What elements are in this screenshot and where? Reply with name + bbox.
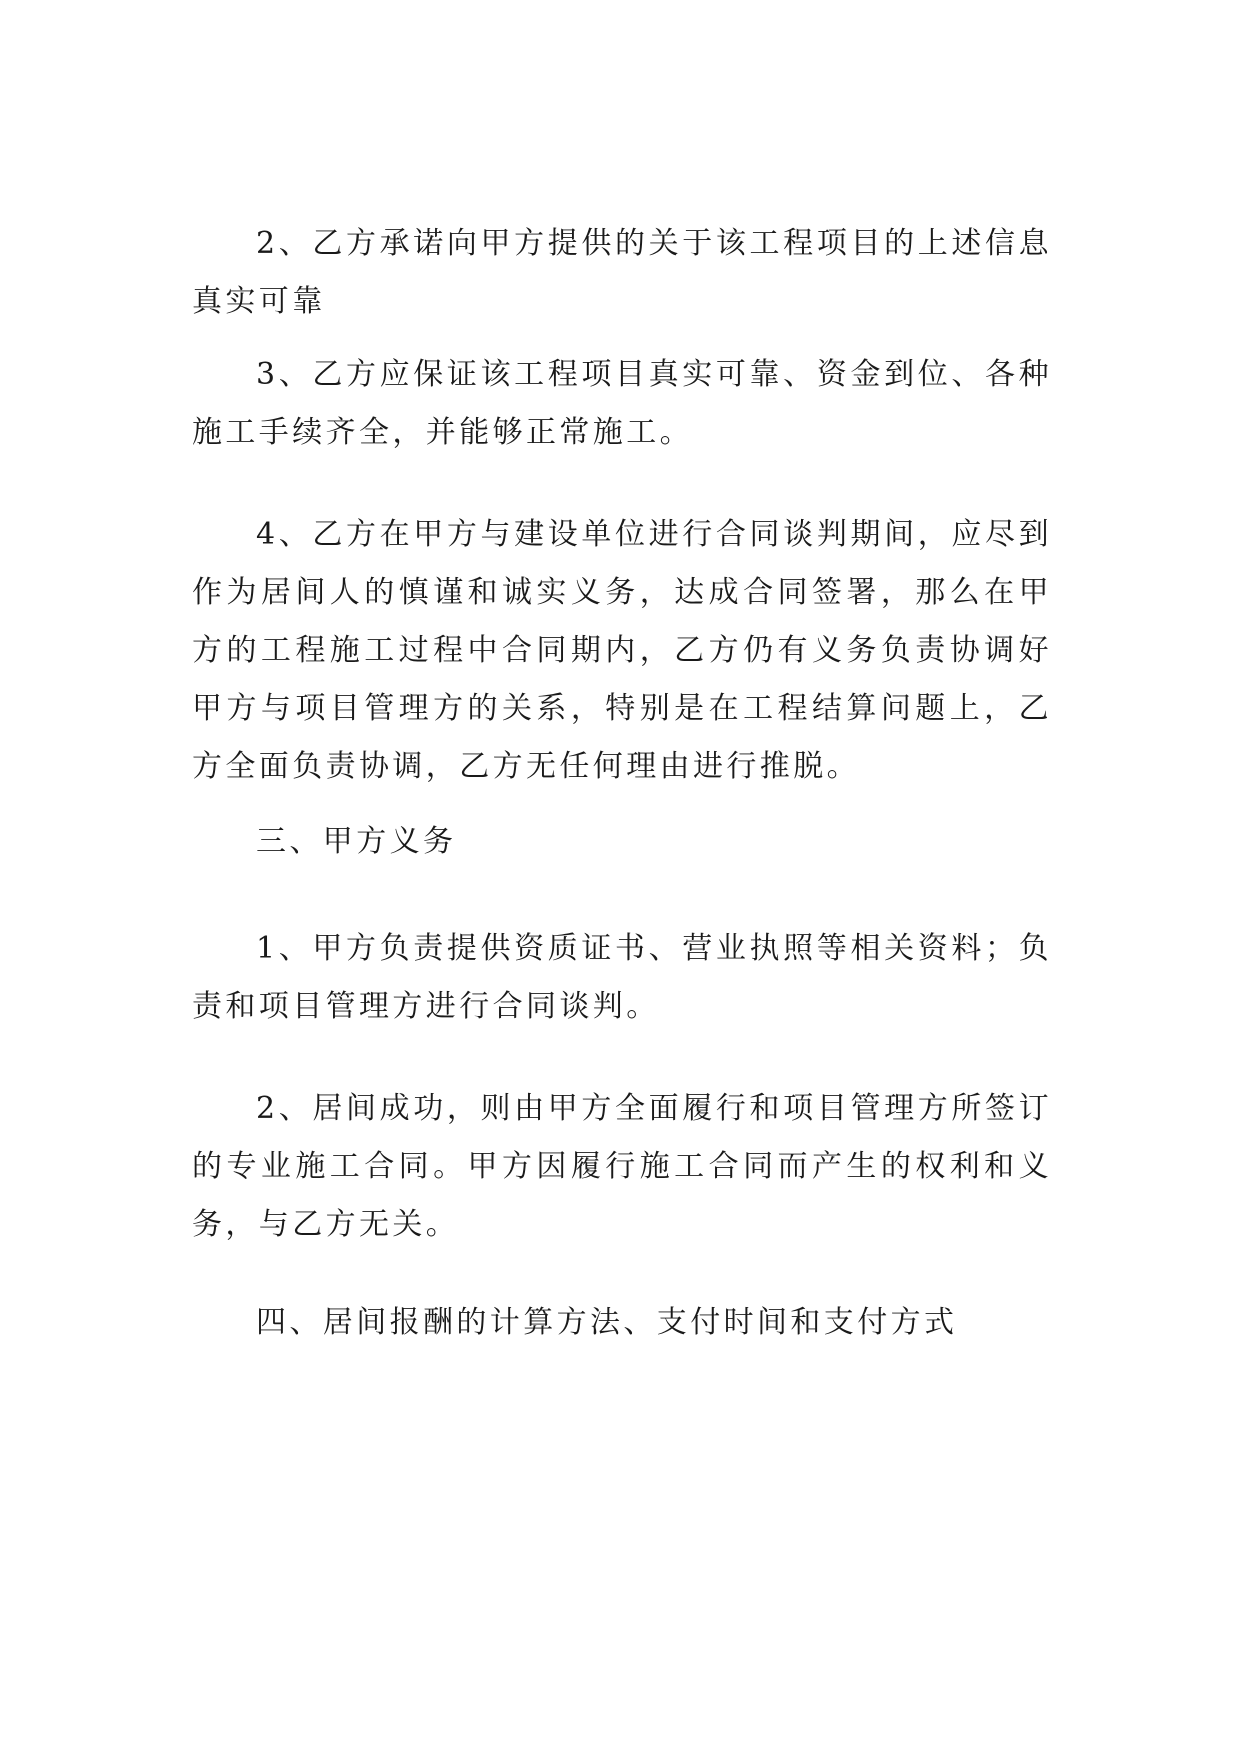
paragraph-yifang-commitment: 2、乙方承诺向甲方提供的关于该工程项目的上述信息真实可靠: [192, 226, 1052, 319]
paragraph-yifang-guarantee: 3、乙方应保证该工程项目真实可靠、资金到位、各种施工手续齐全，并能够正常施工。: [192, 357, 1052, 450]
section-heading-jiafang-obligations: 三、甲方义务: [256, 824, 457, 859]
paragraph-jiafang-documents: 1、甲方负责提供资质证书、营业执照等相关资料；负责和项目管理方进行合同谈判。: [192, 931, 1052, 1024]
paragraph-yifang-negotiation-duty: 4、乙方在甲方与建设单位进行合同谈判期间，应尽到作为居间人的慎谨和诚实义务，达成合同签署，那么在甲方的工程施工过程中合同期内，乙方仍有义务负责协调好甲方与项目管理方的关系，特别是在工程结算问题上，乙方全面负责协调，乙方无任何理由进行推脱。: [192, 517, 1052, 784]
paragraph-jiafang-contract-performance: 2、居间成功，则由甲方全面履行和项目管理方所签订的专业施工合同。甲方因履行施工合同而产生的权利和义务，与乙方无关。: [192, 1091, 1052, 1242]
section-heading-remuneration: 四、居间报酬的计算方法、支付时间和支付方式: [256, 1305, 958, 1340]
